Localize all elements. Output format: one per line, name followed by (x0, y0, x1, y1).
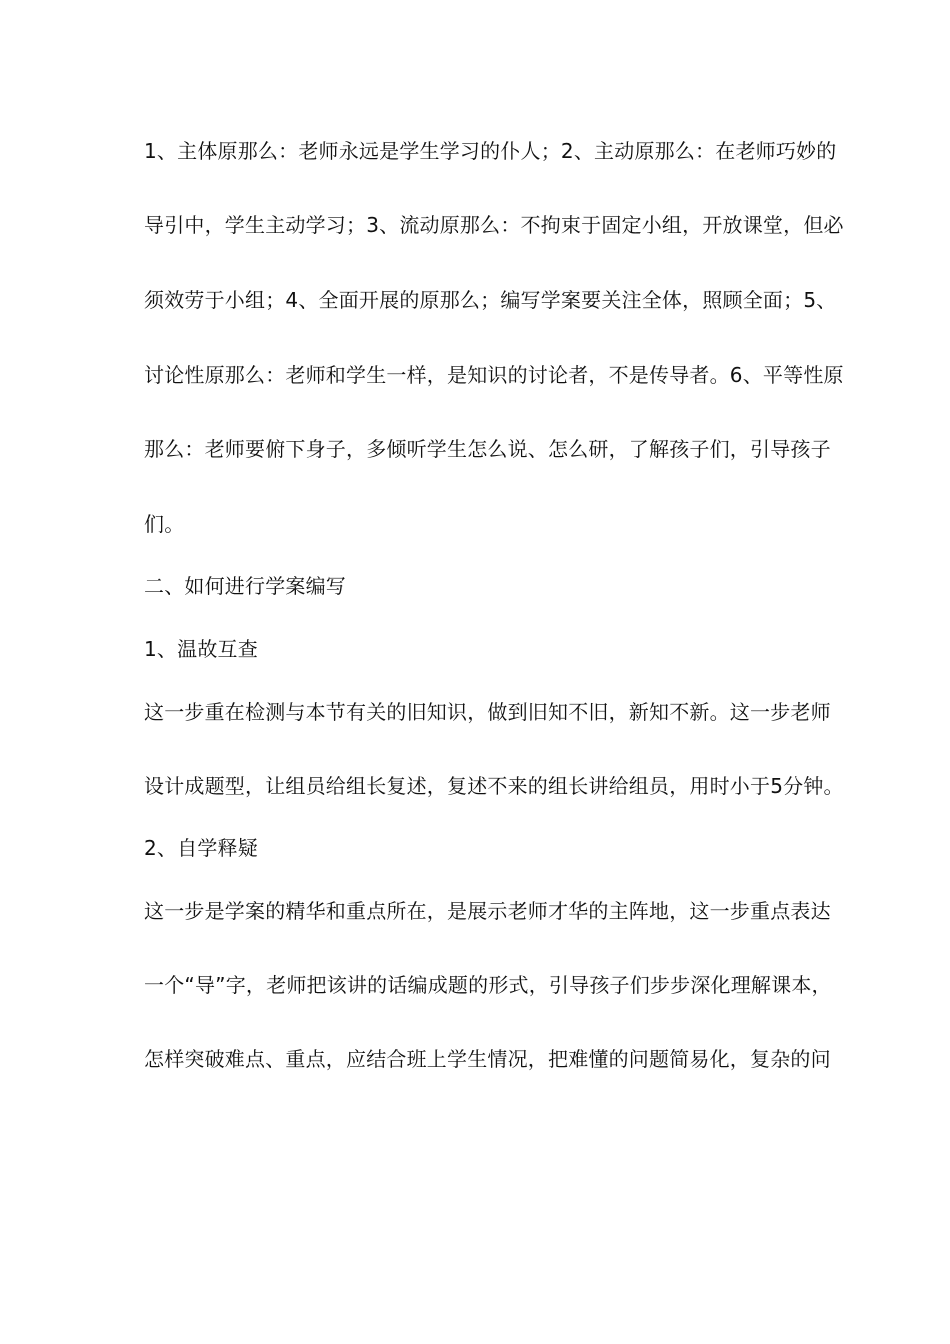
principles-line-3: 须效劳于小组；4、全面开展的原那么；编写学案要关注全体，照顾全面；5、 (144, 288, 837, 312)
principles-line-1: 1、主体原那么：老师永远是学生学习的仆人；2、主动原那么：在老师巧妙的 (144, 139, 837, 163)
step1-body-line-2: 设计成题型，让组员给组长复述，复述不来的组长讲给组员，用时小于5分钟。 (144, 774, 844, 798)
step1-heading: 1、温故互查 (144, 637, 258, 661)
step2-body-line-3: 怎样突破难点、重点，应结合班上学生情况，把难懂的问题简易化，复杂的问 (144, 1047, 831, 1071)
step2-heading: 2、自学释疑 (144, 836, 258, 860)
step2-body-line-1: 这一步是学案的精华和重点所在，是展示老师才华的主阵地，这一步重点表达 (144, 899, 831, 923)
step1-body-line-1: 这一步重在检测与本节有关的旧知识，做到旧知不旧，新知不新。这一步老师 (144, 700, 831, 724)
principles-line-6: 们。 (144, 512, 185, 536)
section-heading: 二、如何进行学案编写 (144, 574, 346, 598)
principles-line-5: 那么：老师要俯下身子，多倾听学生怎么说、怎么研，了解孩子们，引导孩子 (144, 437, 831, 461)
principles-line-2: 导引中，学生主动学习；3、流动原那么：不拘束于固定小组，开放课堂，但必 (144, 213, 844, 237)
principles-line-4: 讨论性原那么：老师和学生一样，是知识的讨论者，不是传导者。6、平等性原 (144, 363, 844, 387)
step2-body-line-2: 一个“导”字，老师把该讲的话编成题的形式，引导孩子们步步深化理解课本， (144, 973, 832, 997)
